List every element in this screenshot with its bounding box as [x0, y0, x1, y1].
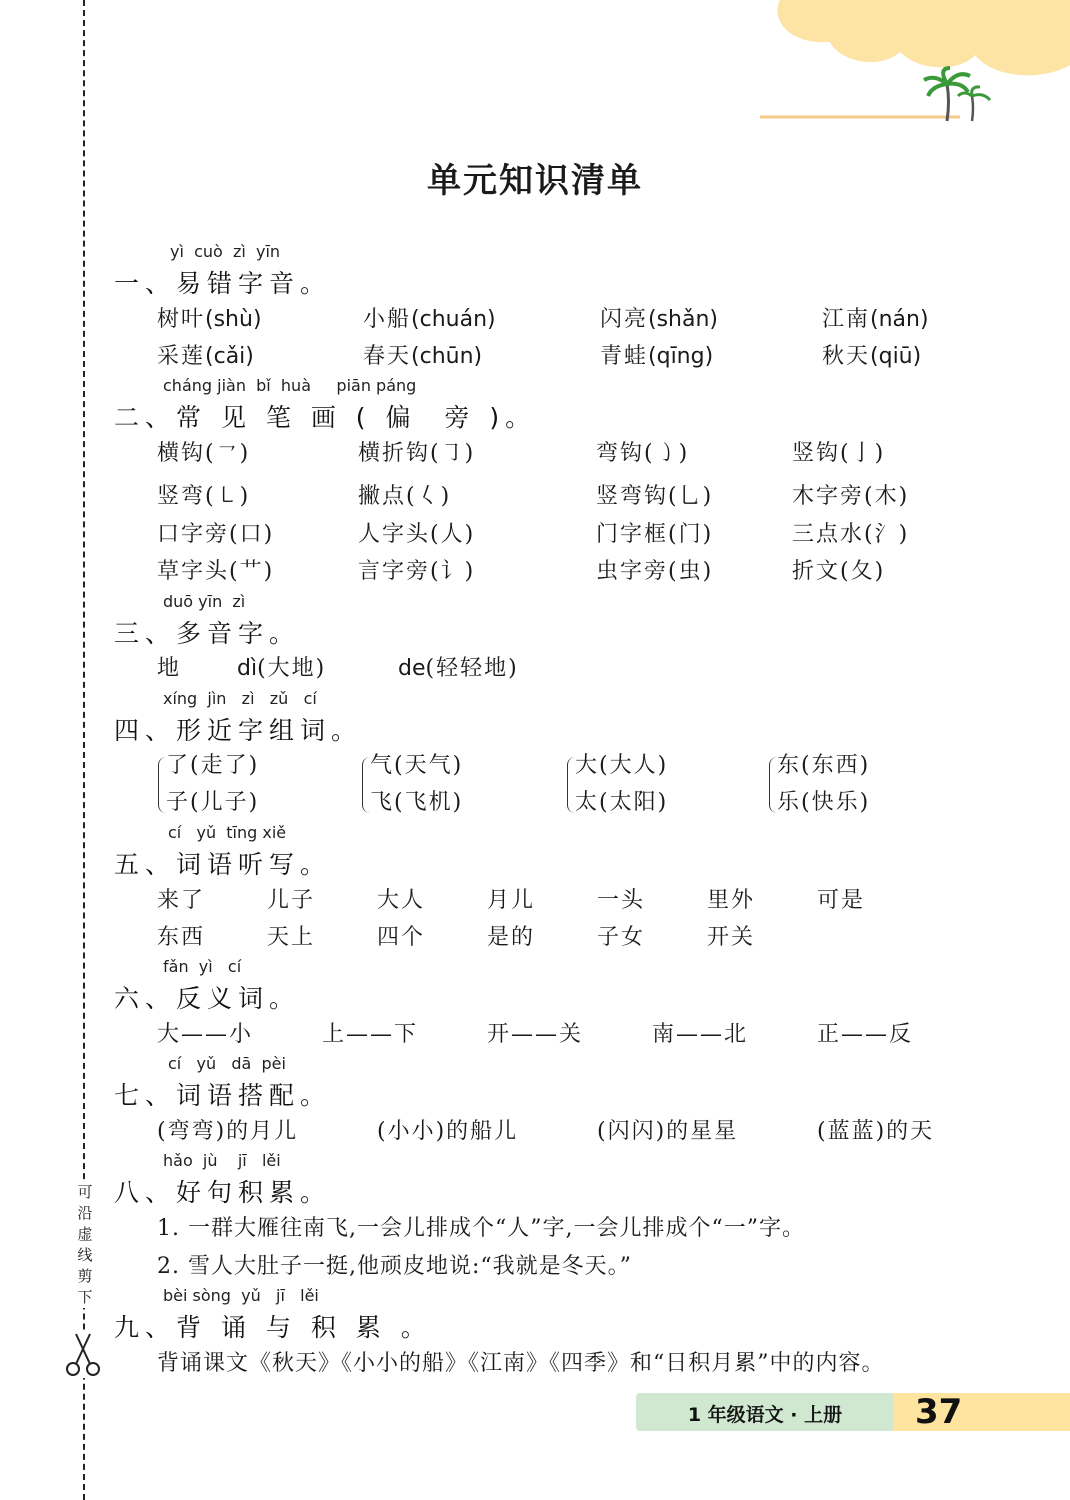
sec6-heading: 六、反义词。 [114, 984, 301, 1013]
sec2-item: 竖弯(㇄) [157, 484, 251, 509]
cloud-decoration [760, 0, 1070, 125]
page-title: 单元知识清单 [427, 161, 643, 201]
sec6-pinyin: fǎn yì cí [163, 957, 242, 976]
sec4-item: 大(大人) [575, 753, 669, 778]
sec7-pinyin: cí yǔ dā pèi [168, 1054, 286, 1073]
sec2-item: 横折钩(㇆) [358, 441, 476, 466]
sec4-heading: 四、形近字组词。 [114, 716, 363, 745]
sec4-item: 子(儿子) [166, 790, 260, 815]
sec5-word: 东西 [157, 925, 206, 950]
sec2-item: 竖钩(亅) [792, 441, 886, 466]
sec5-word: 天上 [267, 925, 316, 950]
sec5-word: 可是 [817, 888, 866, 913]
sec2-item: 弯钩(㇁) [596, 441, 690, 466]
book-label: 1 年级语文 · 上册 [687, 1404, 843, 1426]
sec5-word: 子女 [597, 925, 646, 950]
sec2-item: 草字头(艹) [157, 559, 275, 584]
cut-instruction: 可沿虚线剪下 [72, 1182, 98, 1308]
sec5-pinyin: cí yǔ tīng xiě [168, 823, 287, 842]
sec7-item: (小小)的船儿 [377, 1119, 519, 1144]
sec4-item: 太(太阳) [575, 790, 669, 815]
sec2-item: 虫字旁(虫) [596, 559, 714, 584]
sec2-item: 木字旁(木) [792, 484, 910, 509]
sec1-heading: 一、易错字音。 [114, 269, 332, 298]
sec2-item: 撇点(𡿨) [358, 484, 452, 509]
sec1-item: 采莲(cǎi) [157, 344, 254, 369]
sec6-item: 开——关 [487, 1022, 584, 1047]
sec4-item: 气(天气) [370, 753, 464, 778]
sec7-heading: 七、词语搭配。 [114, 1081, 332, 1110]
sec2-item: 折文(夂) [792, 559, 886, 584]
sec1-item: 树叶(shù) [157, 307, 262, 332]
sec5-word: 开关 [707, 925, 756, 950]
sec3-char: 地 [157, 656, 182, 681]
sec8-heading: 八、好句积累。 [114, 1178, 332, 1207]
sec4-pinyin: xíng jìn zì zǔ cí [163, 689, 317, 708]
sec2-pinyin: cháng jiàn bǐ huà piān páng [163, 376, 417, 395]
sec7-item: (闪闪)的星星 [597, 1119, 739, 1144]
sec3-reading-1: dì(大地) [237, 656, 327, 681]
sec4-item: 飞(飞机) [370, 790, 464, 815]
sec2-item: 横钩(㇖) [157, 441, 251, 466]
sec5-word: 儿子 [267, 888, 316, 913]
sec5-word: 一头 [597, 888, 646, 913]
sec7-item: (蓝蓝)的天 [817, 1119, 935, 1144]
sec5-word: 是的 [487, 925, 536, 950]
sec6-item: 大——小 [157, 1022, 254, 1047]
scissors-icon [63, 1330, 103, 1378]
sec1-item: 江南(nán) [822, 307, 929, 332]
sec6-item: 上——下 [322, 1022, 419, 1047]
sec8-pinyin: hǎo jù jī lěi [163, 1151, 281, 1170]
sec4-item: 了(走了) [166, 753, 260, 778]
sec1-item: 春天(chūn) [363, 344, 483, 369]
sec6-item: 正——反 [817, 1022, 914, 1047]
sec8-sentence-2: 2. 雪人大肚子一挺,他顽皮地说:“我就是冬天。” [157, 1254, 632, 1279]
sec2-item: 口字旁(口) [157, 522, 275, 547]
sec2-item: 门字框(门) [596, 522, 714, 547]
sec5-word: 里外 [707, 888, 756, 913]
sec4-item: 东(东西) [777, 753, 871, 778]
sec3-pinyin: duō yīn zì [163, 592, 246, 611]
sec2-item: 三点水(氵) [792, 522, 910, 547]
sec5-word: 来了 [157, 888, 206, 913]
sec2-item: 人字头(人) [358, 522, 476, 547]
sec3-reading-2: de(轻轻地) [398, 656, 519, 681]
sec2-item: 竖弯钩(乚) [596, 484, 714, 509]
page-number: 37 [915, 1392, 963, 1432]
sec1-item: 闪亮(shǎn) [600, 307, 719, 332]
sec5-word: 月儿 [487, 888, 536, 913]
sec9-heading: 九、背 诵 与 积 累 。 [114, 1313, 432, 1342]
palm-tree-icon [920, 66, 995, 124]
sec7-item: (弯弯)的月儿 [157, 1119, 299, 1144]
sec4-item: 乐(快乐) [777, 790, 871, 815]
sec5-word: 四个 [377, 925, 426, 950]
sec2-item: 言字旁(讠) [358, 559, 476, 584]
sec9-text: 背诵课文《秋天》《小小的船》《江南》《四季》和“日积月累”中的内容。 [157, 1351, 885, 1376]
sec5-heading: 五、词语听写。 [114, 850, 332, 879]
sec3-heading: 三、多音字。 [114, 619, 301, 648]
sec1-item: 青蛙(qīng) [600, 344, 714, 369]
sec8-sentence-1: 1. 一群大雁往南飞,一会儿排成个“人”字,一会儿排成个“一”字。 [157, 1216, 805, 1241]
sec1-item: 小船(chuán) [363, 307, 496, 332]
sec2-heading: 二、常 见 笔 画 ( 偏 旁 )。 [114, 403, 537, 432]
sec1-pinyin: yì cuò zì yīn [170, 242, 281, 261]
sec6-item: 南——北 [652, 1022, 749, 1047]
sec1-item: 秋天(qiū) [822, 344, 922, 369]
sec9-pinyin: bèi sòng yǔ jī lěi [163, 1286, 319, 1305]
sec5-word: 大人 [377, 888, 426, 913]
